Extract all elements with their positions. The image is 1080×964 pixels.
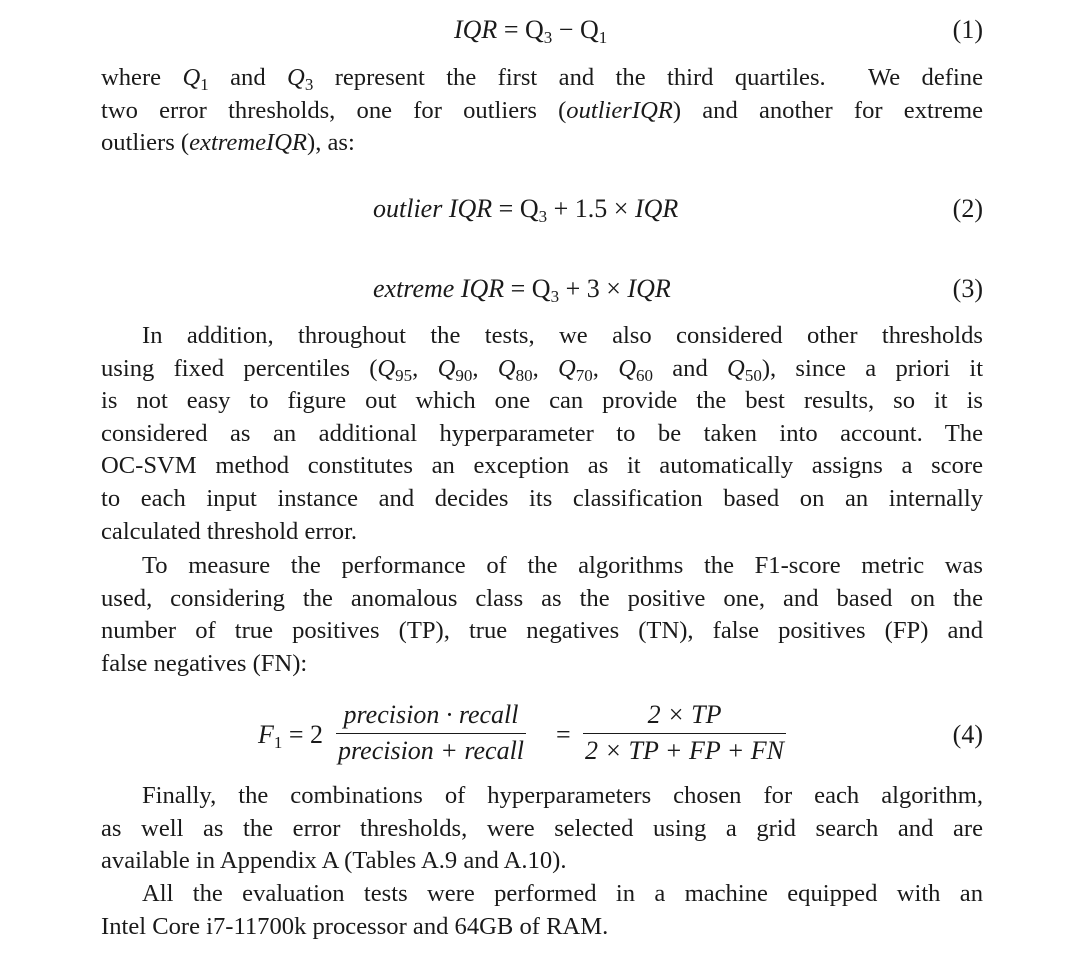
- eq4-lhs-sub: 1: [273, 733, 283, 752]
- eq2-sub3: 3: [538, 207, 548, 226]
- p4-line-1: Finally, the combinations of hyperparameters chosen for each algorithm,: [142, 782, 983, 809]
- eq4-frac2-numerator: 2 × TP: [647, 700, 722, 729]
- p4-line-2: as well as the error thresholds, were selected using a grid search and are: [101, 814, 983, 842]
- eq4-frac2-bar: [583, 733, 786, 734]
- p2-line-6: to each input instance and decides its classification based on an internally: [101, 484, 983, 512]
- eq2-rest: + 1.5 ×: [547, 194, 635, 223]
- p2-line-1: In addition, throughout the tests, we also considered other thresholds: [142, 322, 983, 349]
- p1-line-1: where $Q_1$ and $Q_3$ represent the first and the third quartiles. We define: [101, 64, 984, 94]
- eq1-rhs: = Q: [503, 15, 544, 44]
- eq2-iqr: IQR: [634, 194, 679, 223]
- eq3-lhs: extreme IQR: [373, 274, 505, 303]
- equation-2-number: (2): [952, 194, 983, 223]
- paragraph-5: [101, 878, 983, 943]
- p5-line-1: All the evaluation tests were performed in a machine equipped with an: [142, 880, 983, 907]
- equation-3-number: (3): [952, 274, 983, 303]
- paragraph-3: [101, 550, 983, 680]
- eq3-rest: + 3 ×: [559, 274, 628, 303]
- eq4-lhs: F: [258, 720, 274, 749]
- eq1-sub3: 3: [543, 28, 553, 47]
- eq3-rhs: = Q: [504, 274, 551, 303]
- paragraph-1: [101, 62, 983, 160]
- equation-1-number: (1): [952, 15, 983, 44]
- equation-3-body: [373, 274, 671, 304]
- equation-1-body: [454, 15, 607, 45]
- eq1-minus: − Q: [552, 15, 599, 44]
- eq4-frac1-bar: [336, 733, 526, 734]
- p2-line-4: considered as an additional hyperparameter to be taken into account. The: [101, 419, 983, 447]
- paragraph-4: [101, 780, 983, 878]
- p1-line-2: two error thresholds, one for outliers (outlierIQR) and another for extreme: [101, 96, 983, 124]
- eq2-rhs: = Q: [492, 194, 539, 223]
- eq4-frac2-denominator: 2 × TP + FP + FN: [585, 736, 785, 765]
- equation-2-body: [373, 194, 678, 224]
- p4-line-3: available in Appendix A (Tables A.9 and A.10).: [101, 847, 567, 875]
- eq4-eq-two: = 2: [282, 720, 324, 749]
- p3-line-4: false negatives (FN):: [101, 649, 308, 677]
- equation-4-number: (4): [952, 720, 983, 749]
- eq2-lhs: outlier IQR: [373, 194, 493, 223]
- p2-line-2: using fixed percentiles ($Q_{95}$, $Q_{90}$, $Q_{80}$, $Q_{70}$, $Q_{60}$ and $Q_{50}$), since a priori it: [101, 354, 984, 385]
- p2-line-3: is not easy to figure out which one can provide the best results, so it is: [101, 387, 983, 415]
- p3-line-2: used, considering the anomalous class as the positive one, and based on the: [101, 584, 983, 612]
- eq4-fraction-2: [583, 700, 786, 766]
- p5-line-2: Intel Core i7-11700k processor and 64GB of RAM.: [101, 912, 609, 940]
- eq4-lhs-group: [258, 720, 323, 750]
- eq1-lhs: IQR: [454, 15, 498, 44]
- p2-line-7: calculated threshold error.: [101, 517, 358, 545]
- p2-line-5: OC-SVM method constitutes an exception as it automatically assigns a score: [101, 452, 983, 480]
- p3-line-1: To measure the performance of the algorithms the F1-score metric was: [142, 552, 983, 579]
- equation-4: [101, 700, 983, 774]
- p1-line-3: outliers (extremeIQR), as:: [101, 129, 355, 157]
- eq3-iqr: IQR: [627, 274, 671, 303]
- eq3-sub3: 3: [550, 287, 560, 306]
- eq4-frac1-denominator: precision + recall: [338, 736, 525, 765]
- eq4-frac1-numerator: precision · recall: [343, 700, 519, 729]
- paragraph-2: [101, 320, 983, 548]
- p3-line-3: number of true positives (TP), true negatives (TN), false positives (FP) and: [101, 617, 983, 645]
- eq1-sub1: 1: [598, 28, 608, 47]
- eq4-equals: =: [556, 720, 571, 749]
- eq4-fraction-1: [336, 700, 526, 766]
